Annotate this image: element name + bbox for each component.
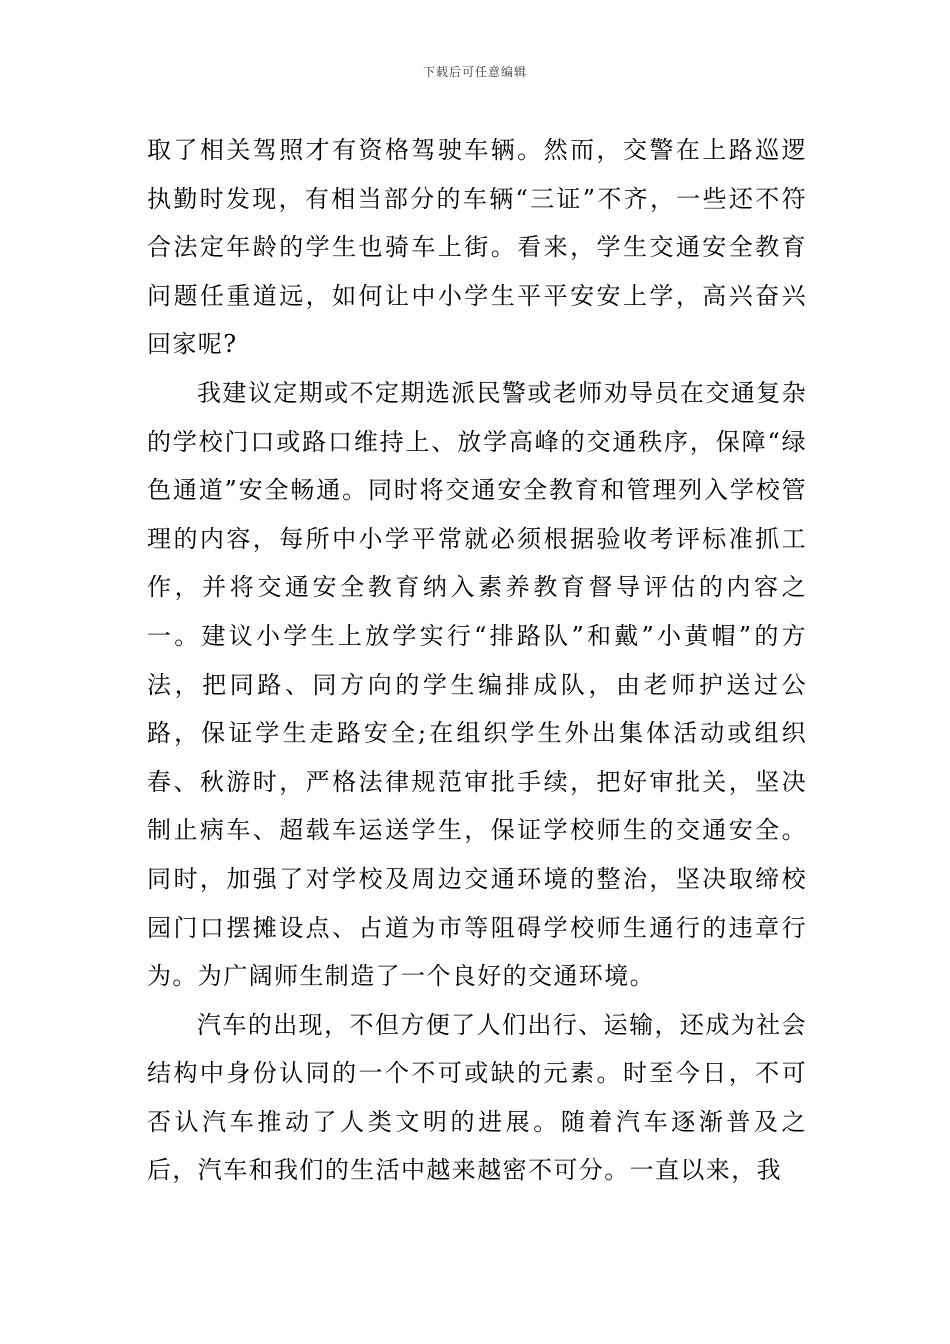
paragraph-3: 汽车的出现，不但方便了人们出行、运输，还成为社会结构中身份认同的一个不可或缺的元素。时至今日，不可否认汽车推动了人类文明的进展。随着汽车逐渐普及之后，汽车和我们的生活中越来越密不可分。一直以来，我 bbox=[147, 1010, 807, 1185]
document-body bbox=[147, 126, 807, 1195]
paragraph-1: 取了相关驾照才有资格驾驶车辆。然而，交警在上路巡逻执勤时发现，有相当部分的车辆“三证”不齐，一些还不符合法定年龄的学生也骑车上街。看来，学生交通安全教育问题任重道远，如何让中小学生平平安安上学，高兴奋兴回家呢? bbox=[147, 136, 807, 359]
paragraph-2: 我建议定期或不定期选派民警或老师劝导员在交通复杂的学校门口或路口维持上、放学高峰的交通秩序，保障“绿色通道”安全畅通。同时将交通安全教育和管理列入学校管理的内容，每所中小学平常就必须根据验收考评标准抓工作，并将交通安全教育纳入素养教育督导评估的内容之一。建议小学生上放学实行“排路队”和戴”小黄帽”的方法，把同路、同方向的学生编排成队，由老师护送过公路，保证学生走路安全;在组织学生外出集体活动或组织春、秋游时，严格法律规范审批手续，把好审批关，坚决制止病车、超载车运送学生，保证学校师生的交通安全。同时，加强了对学校及周边交通环境的整治，坚决取缔校园门口摆摊设点、占道为市等阻碍学校师生通行的违章行为。为广阔师生制造了一个良好的交通环境。 bbox=[147, 378, 807, 991]
page-header: 下载后可任意编辑 bbox=[422, 65, 527, 79]
